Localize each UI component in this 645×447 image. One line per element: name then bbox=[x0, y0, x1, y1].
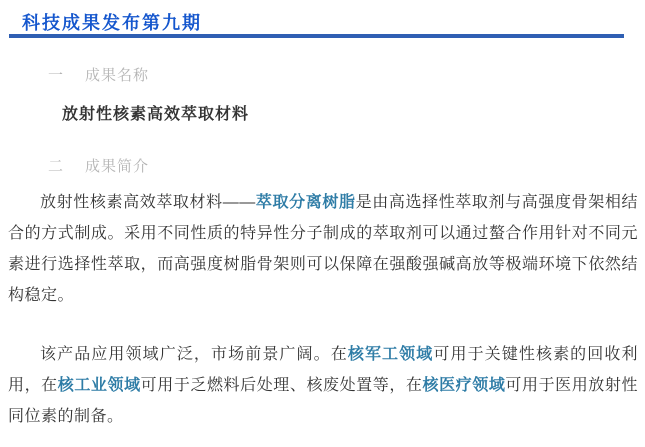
paragraph-text: 可用于医用放射性同位素的制备。 bbox=[8, 377, 638, 425]
paragraph-text: 可用于乏燃料后处理、核废处置等，在 bbox=[140, 377, 423, 394]
achievement-name: 放射性核素高效萃取材料 bbox=[62, 106, 250, 123]
section-achievement-intro bbox=[0, 159, 645, 432]
intro-paragraph-2 bbox=[8, 339, 638, 432]
paragraph-text: 该产品应用领域广泛，市场前景广阔。在 bbox=[40, 346, 348, 363]
section-number-2: 二 bbox=[48, 158, 65, 175]
highlight-nuclear-industry: 核工业领域 bbox=[57, 377, 141, 394]
page-header bbox=[0, 0, 645, 38]
section-number-1: 一 bbox=[48, 67, 65, 84]
section-achievement-name bbox=[0, 68, 645, 123]
title-underline bbox=[9, 34, 624, 38]
paragraph-text: 可用于关键性核素的回收利用，在 bbox=[8, 346, 638, 394]
intro-paragraph-1 bbox=[8, 187, 638, 311]
section-label-2: 成果简介 bbox=[85, 158, 150, 175]
highlight-resin: 萃取分离树脂 bbox=[255, 194, 356, 211]
section-heading-2 bbox=[48, 159, 645, 175]
paragraph-text: 放射性核素高效萃取材料—— bbox=[40, 194, 256, 211]
paragraph-text: 是由高选择性萃取剂与高强度骨架相结合的方式制成。采用不同性质的特异性分子制成的萃取剂可以通过螯合作用针对不同元素进行选择性萃取，而高强度树脂骨架则可以保障在强酸强碱高放等极端环境下依然结构稳定。 bbox=[8, 194, 638, 304]
highlight-nuclear-military: 核军工领域 bbox=[347, 346, 434, 363]
page-title: 科技成果发布第九期 bbox=[22, 13, 202, 33]
section-label-1: 成果名称 bbox=[85, 67, 150, 84]
highlight-nuclear-medical: 核医疗领域 bbox=[422, 377, 506, 394]
section-heading-1 bbox=[48, 68, 645, 84]
